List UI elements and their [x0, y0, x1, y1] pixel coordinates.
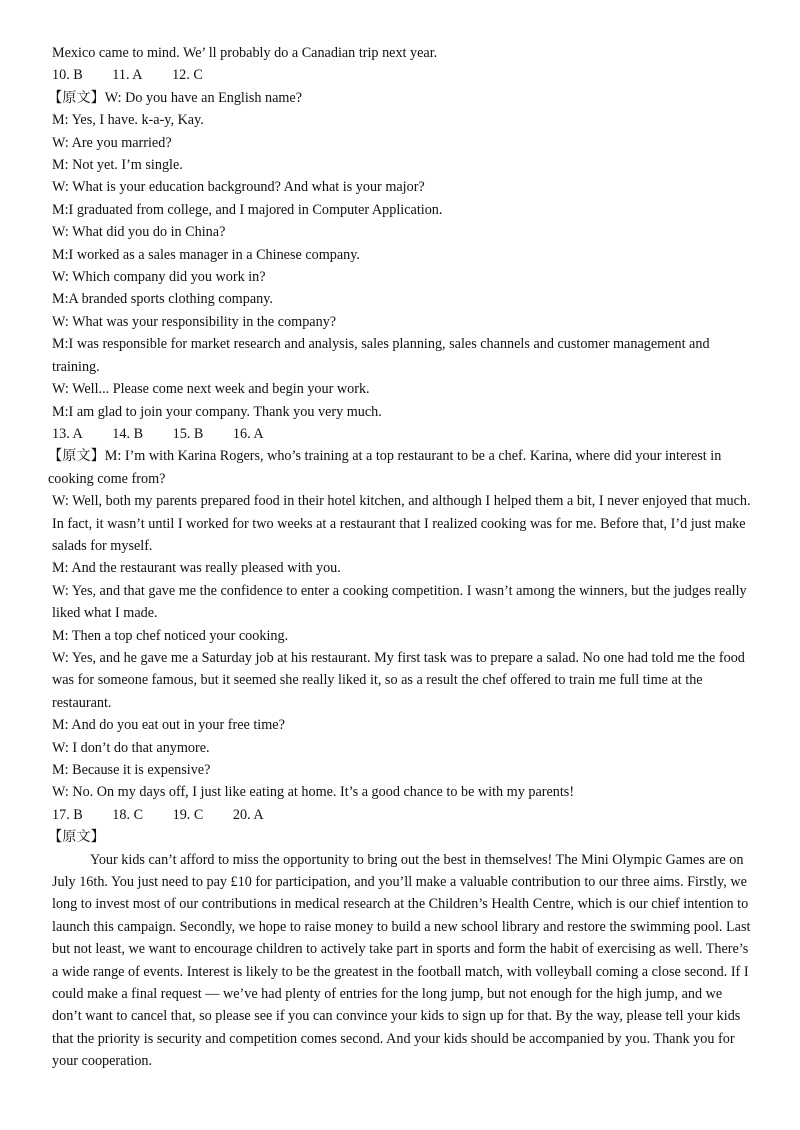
answer-key: 18. C [112, 806, 144, 823]
dialogue-line: M: And do you eat out in your free time? [52, 717, 285, 734]
answer-key: 19. C [172, 806, 204, 823]
monologue-paragraph: Your kids can’t afford to miss the opportunity to bring out the best in themselves! The Mini Olympic Games are on July 16th. You just need to pay £10 for participation, and you’ll make a valuable contribution to our three aims. Firstly, we long to invest most of our contributions in medical research at the Children’s Health Centre, which is our chief intention to launch this campaign. Secondly, we hope to raise money to build a new school library and restore the swimming pool. Last but not least, we want to encourage children to actively take part in sports and form the habit of exercising as well. There’s a wide range of events. Interest is likely to be the greatest in the football match, with volleyball coming a close second. If I could make a final request — we’ve had plenty of entries for the long jump, but not enough for the high jump, and we don’t want to cancel that, so please see if you can convince your kids to sign up for that. By the way, please tell your kids that the priority is security and competition comes second. And your kids should be accompanied by you. Thank you for your cooperation. [52, 851, 751, 1070]
dialogue-line: W: What was your responsibility in the company? [52, 313, 337, 330]
transcript-heading: 【原文】M: I’m with Karina Rogers, who’s training at a top restaurant to be a chef. Karina, where did your interest in cooking come from? [48, 448, 722, 487]
dialogue-line: M: Because it is expensive? [52, 762, 211, 778]
dialogue-line: W: Yes, and he gave me a Saturday job at his restaurant. My first task was to prepare a salad. No one had told me the food was for someone famous, but it seemed she really liked it, so as a result the chef offered to train me full time at the restaurant. [52, 649, 745, 711]
answer-key: 17. B [52, 806, 83, 823]
answer-key-row [52, 423, 752, 445]
dialogue-line: M:I graduated from college, and I majored in Computer Application. [52, 201, 443, 218]
transcript-heading: 【原文】 [48, 829, 105, 846]
answer-key: 14. B [112, 425, 144, 442]
dialogue-line: M:I was responsible for market research and analysis, sales planning, sales channels and customer management and training. [52, 336, 710, 375]
answer-key: 13. A [52, 425, 83, 442]
dialogue-line: W: I don’t do that anymore. [52, 739, 210, 756]
dialogue-line: M:I worked as a sales manager in a Chinese company. [52, 246, 360, 263]
dialogue-line: M: Not yet. I’m single. [52, 157, 183, 174]
dialogue-line: M:A branded sports clothing company. [52, 291, 273, 308]
dialogue-line: W: Which company did you work in? [52, 269, 266, 286]
dialogue-line: W: Are you married? [52, 134, 172, 151]
document-page [48, 42, 752, 1073]
answer-key: 16. A [232, 425, 264, 442]
dialogue-line: M: And the restaurant was really pleased with you. [52, 560, 341, 577]
answer-key-row [52, 804, 752, 826]
dialogue-line: W: Yes, and that gave me the confidence to enter a cooking competition. I wasn’t among the winners, but the judges really liked what I made. [52, 582, 747, 622]
answer-key: 15. B [172, 425, 204, 442]
dialogue-line: W: No. On my days off, I just like eating at home. It’s a good chance to be with my parents! [52, 784, 575, 801]
dialogue-line: M: Then a top chef noticed your cooking. [52, 627, 289, 644]
dialogue-line: W: What did you do in China? [52, 224, 226, 241]
answer-key: 20. A [232, 806, 264, 823]
answer-key: 12. C [172, 67, 203, 84]
dialogue-line: W: Well, both my parents prepared food in their hotel kitchen, and although I helped them a bit, I never enjoyed that much. In fact, it wasn’t until I worked for two weeks at a restaurant that I realized cooking was for me. Before that, I’d just make salads for myself. [52, 493, 751, 554]
dialogue-line: M:I am glad to join your company. Thank you very much. [52, 403, 382, 420]
dialogue-line: W: Well... Please come next week and begin your work. [52, 381, 370, 398]
answer-key: 10. B [52, 67, 83, 84]
text-line: Mexico came to mind. We’ ll probably do a Canadian trip next year. [52, 45, 438, 61]
answer-key: 11. A [112, 67, 143, 84]
answer-key-row [52, 64, 752, 86]
dialogue-line: M: Yes, I have. k-a-y, Kay. [52, 112, 204, 129]
dialogue-line: W: What is your education background? And what is your major? [52, 179, 425, 196]
transcript-heading: 【原文】W: Do you have an English name? [48, 89, 303, 106]
